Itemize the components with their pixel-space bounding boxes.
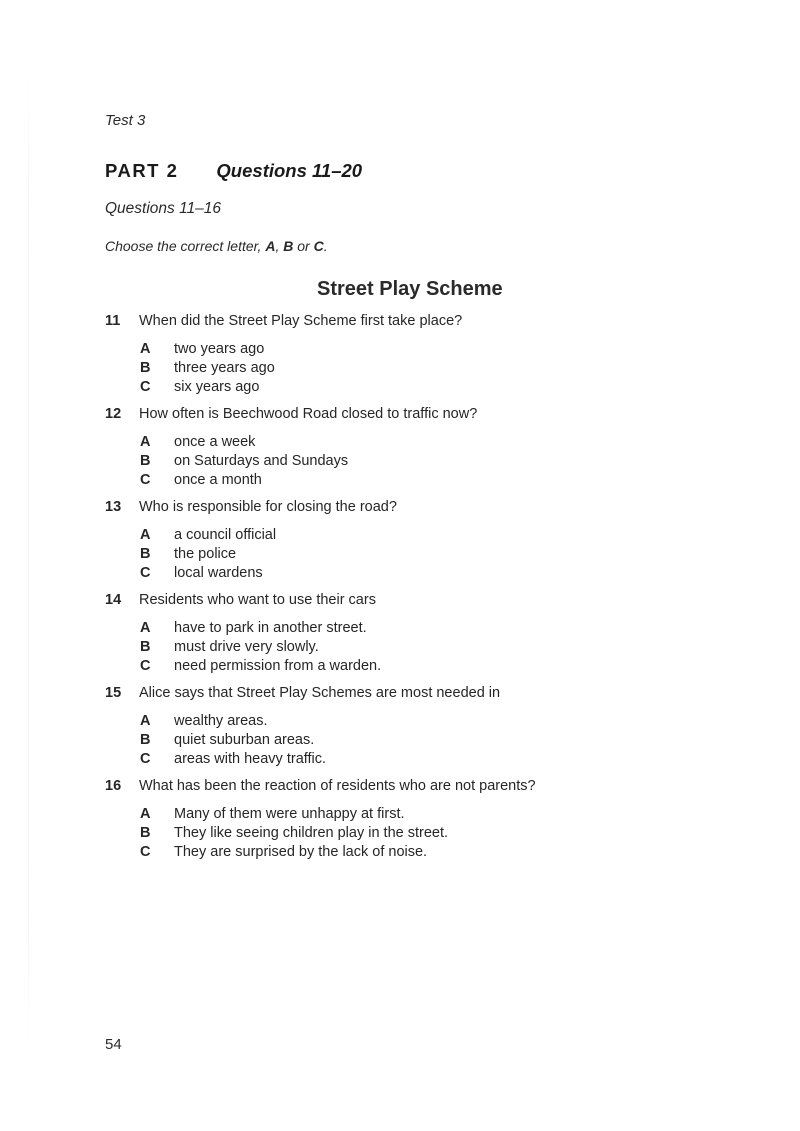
question-text: When did the Street Play Scheme first take place? xyxy=(139,313,463,329)
question-15 xyxy=(105,684,705,769)
option-letter: A xyxy=(140,713,151,729)
instruction-suffix: . xyxy=(323,238,328,254)
question-number: 12 xyxy=(105,406,122,422)
question-line xyxy=(105,591,705,610)
option-a xyxy=(140,433,705,452)
instruction-sep-1: , xyxy=(275,238,284,254)
option-c xyxy=(140,843,705,862)
option-letter: A xyxy=(140,434,151,450)
option-text: once a week xyxy=(174,434,256,450)
option-letter: A xyxy=(140,527,151,543)
option-text: on Saturdays and Sundays xyxy=(174,453,349,469)
question-number: 13 xyxy=(105,499,122,515)
question-text: Residents who want to use their cars xyxy=(139,592,376,608)
instruction-text xyxy=(105,238,328,254)
option-list xyxy=(140,340,705,397)
question-line xyxy=(105,777,705,796)
option-text: a council official xyxy=(174,527,277,543)
option-text: wealthy areas. xyxy=(174,713,268,729)
question-13 xyxy=(105,498,705,583)
option-letter: C xyxy=(140,379,151,395)
instruction-sep-2: or xyxy=(293,238,314,254)
option-c xyxy=(140,564,705,583)
question-11 xyxy=(105,312,705,397)
option-c xyxy=(140,471,705,490)
option-letter: A xyxy=(140,806,151,822)
part-heading xyxy=(105,160,362,182)
option-letter: B xyxy=(140,453,151,469)
option-text: must drive very slowly. xyxy=(174,639,319,655)
option-letter: C xyxy=(140,658,151,674)
option-b xyxy=(140,638,705,657)
option-letter: C xyxy=(140,472,151,488)
option-b xyxy=(140,824,705,843)
question-number: 14 xyxy=(105,592,122,608)
instruction-letter-c: C xyxy=(313,238,324,254)
option-text: the police xyxy=(174,546,237,562)
option-text: quiet suburban areas. xyxy=(174,732,315,748)
instruction-prefix: Choose the correct letter, xyxy=(105,238,266,254)
option-a xyxy=(140,805,705,824)
option-text: three years ago xyxy=(174,360,275,376)
scan-edge-shadow xyxy=(28,60,29,1060)
question-line xyxy=(105,684,705,703)
question-text: Who is responsible for closing the road? xyxy=(139,499,397,515)
option-a xyxy=(140,340,705,359)
option-text: once a month xyxy=(174,472,262,488)
option-text: two years ago xyxy=(174,341,265,357)
option-b xyxy=(140,731,705,750)
page-number: 54 xyxy=(105,1036,122,1053)
option-letter: A xyxy=(140,341,151,357)
option-b xyxy=(140,545,705,564)
option-letter: B xyxy=(140,732,151,748)
question-number: 15 xyxy=(105,685,122,701)
option-a xyxy=(140,712,705,731)
option-text: Many of them were unhappy at first. xyxy=(174,806,405,822)
option-list xyxy=(140,619,705,676)
option-letter: C xyxy=(140,565,151,581)
question-number: 11 xyxy=(105,313,121,329)
option-text: need permission from a warden. xyxy=(174,658,382,674)
question-line xyxy=(105,405,705,424)
option-letter: A xyxy=(140,620,151,636)
option-text: They are surprised by the lack of noise. xyxy=(174,844,428,860)
option-list xyxy=(140,805,705,862)
question-14 xyxy=(105,591,705,676)
option-text: six years ago xyxy=(174,379,260,395)
section-title: Street Play Scheme xyxy=(317,278,503,300)
question-number: 16 xyxy=(105,778,122,794)
part-label: PART 2 xyxy=(105,160,179,181)
option-list xyxy=(140,433,705,490)
question-line xyxy=(105,498,705,517)
option-a xyxy=(140,619,705,638)
instruction-letter-a: A xyxy=(265,238,276,254)
question-16 xyxy=(105,777,705,862)
option-c xyxy=(140,378,705,397)
instruction-letter-b: B xyxy=(283,238,294,254)
part-question-range: Questions 11–20 xyxy=(216,160,363,181)
option-b xyxy=(140,452,705,471)
question-text: What has been the reaction of residents who are not parents? xyxy=(139,778,536,794)
option-b xyxy=(140,359,705,378)
option-list xyxy=(140,526,705,583)
option-a xyxy=(140,526,705,545)
option-letter: C xyxy=(140,751,151,767)
option-text: local wardens xyxy=(174,565,263,581)
question-12 xyxy=(105,405,705,490)
question-text: How often is Beechwood Road closed to traffic now? xyxy=(139,406,478,422)
option-letter: B xyxy=(140,546,151,562)
question-line xyxy=(105,312,705,331)
option-letter: B xyxy=(140,825,151,841)
option-list xyxy=(140,712,705,769)
option-letter: B xyxy=(140,639,151,655)
option-c xyxy=(140,657,705,676)
running-head: Test 3 xyxy=(105,112,146,129)
question-list xyxy=(105,312,705,870)
option-c xyxy=(140,750,705,769)
sub-question-range: Questions 11–16 xyxy=(105,200,222,217)
option-letter: B xyxy=(140,360,151,376)
option-letter: C xyxy=(140,844,151,860)
option-text: have to park in another street. xyxy=(174,620,367,636)
option-text: areas with heavy traffic. xyxy=(174,751,327,767)
option-text: They like seeing children play in the street. xyxy=(174,825,449,841)
question-text: Alice says that Street Play Schemes are most needed in xyxy=(139,685,501,701)
